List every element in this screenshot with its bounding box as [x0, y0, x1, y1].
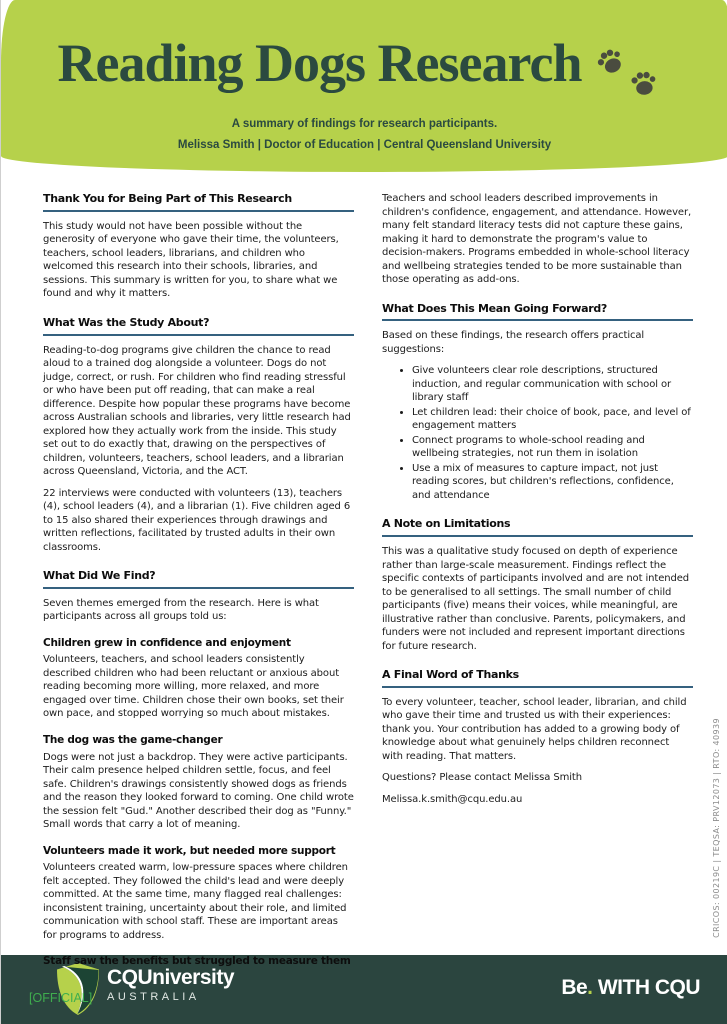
section-heading: What Does This Mean Going Forward? [382, 302, 693, 322]
university-country: AUSTRALIA [107, 991, 200, 1003]
footer-tagline [561, 976, 700, 1000]
body-paragraph: Dogs were not just a backdrop. They were active participants. Their calm presence helped children settle, focus, and feel safe. Children's drawings consistently showed dogs as friends and the reason they looked forward to coming. One child wrote the session felt "Gud." Another described their dog as "Funny." Small words that carry a lot of meaning. [43, 751, 354, 831]
page-title: Reading Dogs Research [57, 33, 582, 93]
body-paragraph: This study would not have been possible without the generosity of everyone who gave their time, the volunteers, teachers, school leaders, librarians, and children who welcomed this research into their schools, libraries, and sessions. This summary is written for you, to share what we found and why it matters. [43, 220, 339, 300]
body-paragraph: Based on these findings, the research offers practical suggestions: [382, 330, 645, 355]
body-paragraph: Teachers and school leaders described improvements in children's confidence, engagement, and attendance. However, many felt standard literacy tests did not capture these gains, making it hard to demonstrate the program's value to decision-makers. Programs embedded in whole-school literacy and wellbeing strategies tended to be more sustainable than those operating as add-ons. [382, 193, 692, 285]
theme-subheading: Staff saw the benefits but struggled to measure them [43, 955, 351, 968]
tagline-dot: . [587, 976, 593, 999]
body-paragraph: Seven themes emerged from the research. Here is what participants across all groups told us: [43, 597, 319, 623]
paw-prints-icon [589, 40, 671, 106]
body-paragraph: 22 interviews were conducted with volunteers (13), teachers (4), school leaders (4), and a librarian (1). Five children aged 6 to 15 also shared their experiences through drawings and written reflections, facilitated by trusted adults in their own classrooms. [43, 487, 351, 553]
tagline-rest: WITH CQU [592, 976, 700, 999]
official-sensitivity-label: [OFFICIAL] [29, 991, 93, 1005]
right-column [382, 192, 693, 972]
bullet-item: • Connect programs to whole-school reading and wellbeing strategies, not run them in isolation [412, 434, 693, 461]
header-byline: Melissa Smith | Doctor of Education | Central Queensland University [177, 139, 552, 151]
body-paragraph: Reading-to-dog programs give children the chance to read aloud to a trained dog alongside a volunteer. Dogs do not judge, correct, or rush. For children who find reading stressful or who have been put off reading, that can make a real difference. Despite how popular these programs have become across Australian schools and libraries, very little research had explored how they actually work from the inside. This study set out to do exactly that, drawing on the perspectives of children, volunteers, teachers, school leaders, and a librarian across Queensland, Victoria, and the ACT. [43, 344, 351, 477]
bullet-item: • Let children lead: their choice of book, pace, and level of engagement matters [412, 406, 693, 433]
bullet-list [382, 364, 693, 502]
section-heading: What Did We Find? [43, 569, 354, 589]
theme-subheading: Children grew in confidence and enjoyment [43, 636, 291, 649]
compliance-codes-text: CRICOS: 00219C | TEQSA: PRV12073 | RTO: 40939 [712, 718, 721, 938]
body-paragraph: To every volunteer, teacher, school leader, librarian, and child who gave their time and trusted us with their experiences: thank you. Your contribution has added to a growing body of knowledge about what genuinely helps children reconnect with reading. That matters. [382, 696, 687, 762]
university-name: CQUniversity [107, 966, 235, 989]
contact-email[interactable]: Melissa.k.smith@cqu.edu.au [382, 793, 523, 805]
section-heading: A Final Word of Thanks [382, 668, 693, 688]
section-heading: Thank You for Being Part of This Research [43, 192, 354, 212]
section-heading: A Note on Limitations [382, 517, 693, 537]
bullet-item: • Use a mix of measures to capture impact, not just reading scores, but children's reflections, confidence, and attendance [412, 462, 693, 503]
document-body [43, 192, 693, 972]
theme-subheading: Volunteers made it work, but needed more support [43, 844, 336, 857]
header-banner [1, 0, 727, 172]
tagline-be: Be [561, 976, 588, 999]
section-heading: What Was the Study About? [43, 316, 354, 336]
body-paragraph: Volunteers created warm, low-pressure spaces where children felt accepted. They followed the child's lead and were deeply committed. At the same time, many flagged real challenges: inconsistent training, uncertainty about their role, and limited communication with school staff. These are important areas for programs to address. [43, 862, 348, 941]
left-column [43, 192, 354, 972]
theme-subheading: The dog was the game-changer [43, 733, 223, 746]
bullet-item: • Give volunteers clear role descriptions, structured induction, and regular communication with school or library staff [412, 364, 693, 405]
header-subtitle: A summary of findings for research participants. [231, 118, 498, 130]
body-paragraph: Volunteers, teachers, and school leaders consistently described children who had been reluctant or anxious about reading becoming more willing, more relaxed, and more engaged over time. Children chose their own books, set their own pace, and stopped worrying so much about mistakes. [43, 654, 344, 720]
contact-line: Questions? Please contact Melissa Smith [382, 772, 582, 784]
footer-logo-text [107, 967, 234, 1003]
body-paragraph: This was a qualitative study focused on depth of experience rather than large-scale measurement. Findings reflect the specific contexts of participants involved and are not intended to be generalised to all settings. The small number of child participants (five) means their voices, while meaningful, are illustrative rather than conclusive. Parents, policymakers, and funders were not included and represent important directions for future research. [382, 546, 690, 652]
